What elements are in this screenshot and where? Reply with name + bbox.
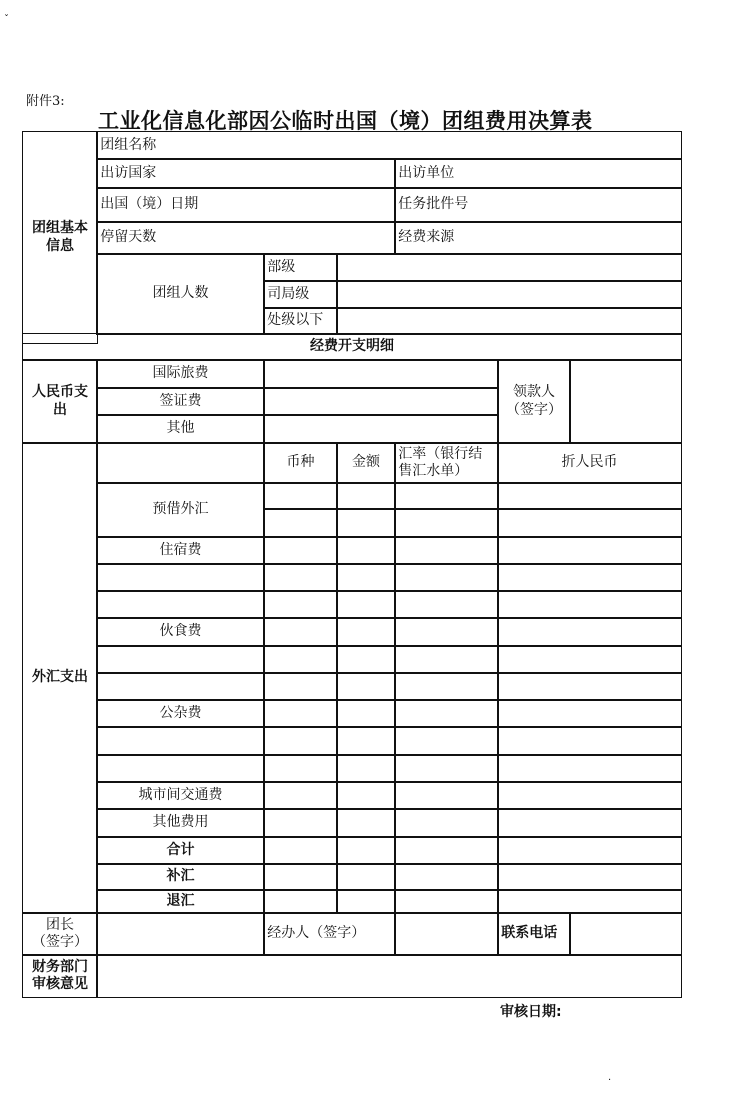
label-meals-text: 伙食费 (159, 623, 202, 640)
attachment-label: 附件3: (26, 94, 65, 109)
label-payee-text: 领款人 （签字） (506, 384, 562, 418)
label-date (96, 187, 396, 223)
label-intercity-text: 城市间交通费 (138, 786, 223, 803)
label-group-name (96, 131, 682, 160)
field-amount[interactable] (336, 754, 396, 783)
section-basic-info (22, 131, 98, 344)
field-currency[interactable] (263, 617, 338, 647)
label-leader (22, 912, 98, 956)
label-level-minister-text: 部级 (267, 258, 296, 275)
label-approval-no-text: 任务批件号 (398, 196, 469, 213)
field-amount[interactable] (336, 863, 396, 891)
section-fx (22, 442, 98, 914)
field-rmb-equiv[interactable] (497, 617, 682, 647)
detail-header (22, 333, 682, 361)
header-rmb-equiv (497, 442, 682, 484)
field-rate[interactable] (394, 781, 499, 810)
field-currency[interactable] (263, 482, 338, 510)
label-country-text: 出访国家 (100, 164, 157, 181)
field-rate[interactable] (394, 726, 499, 756)
label-lodging-text: 住宿费 (159, 541, 202, 558)
field-rate[interactable] (394, 889, 499, 914)
header-rate-text: 汇率（银行结 售汇水单） (398, 445, 483, 479)
field-rate[interactable] (394, 617, 499, 647)
label-handler (263, 912, 396, 956)
field-rmb-equiv[interactable] (497, 889, 682, 914)
label-meals (96, 617, 265, 647)
field-currency[interactable] (263, 781, 338, 810)
field-rmb-equiv[interactable] (497, 726, 682, 756)
label-misc-text: 公杂费 (159, 704, 202, 721)
label-country (96, 158, 396, 189)
label-rmb-other-text: 其他 (166, 420, 195, 437)
field-currency[interactable] (263, 836, 338, 865)
field-rate[interactable] (394, 590, 499, 619)
field-rate[interactable] (394, 645, 499, 674)
label-total (96, 836, 265, 865)
label-level-minister (263, 253, 338, 282)
header-rate (394, 442, 499, 484)
label-lodging (96, 536, 265, 565)
field-rmb-other[interactable] (263, 414, 499, 444)
field-rmb-equiv[interactable] (497, 563, 682, 592)
field-currency[interactable] (263, 672, 338, 701)
field-rate[interactable] (394, 754, 499, 783)
field-rmb-equiv[interactable] (497, 672, 682, 701)
label-refund (96, 889, 265, 914)
label-other_fees (96, 808, 265, 838)
label-handler-text: 经办人（签字） (267, 925, 366, 942)
header-currency (263, 442, 338, 484)
label-advance (96, 482, 265, 538)
field-level-minister[interactable] (336, 253, 682, 282)
field-rate[interactable] (394, 699, 499, 728)
label-unit-text: 出访单位 (398, 164, 455, 181)
header-amount (336, 442, 396, 484)
field-amount[interactable] (336, 645, 396, 674)
field-amount[interactable] (336, 672, 396, 701)
field-currency[interactable] (263, 699, 338, 728)
label-blank (96, 754, 265, 783)
label-blank (96, 563, 265, 592)
field-finance-review[interactable] (96, 954, 682, 998)
label-supplement-text: 补汇 (166, 868, 195, 885)
field-rate[interactable] (394, 836, 499, 865)
field-rmb-equiv[interactable] (497, 645, 682, 674)
field-level-division[interactable] (336, 307, 682, 335)
label-date-text: 出国（境）日期 (100, 196, 199, 213)
header-rmb-equiv-text: 折人民币 (561, 454, 618, 471)
field-rate[interactable] (394, 672, 499, 701)
field-intl-travel[interactable] (263, 359, 499, 389)
field-payee-signature[interactable] (569, 359, 682, 444)
label-approval-no (394, 187, 682, 223)
label-group-size-text: 团组人数 (152, 285, 209, 302)
field-amount[interactable] (336, 726, 396, 756)
field-rate[interactable] (394, 536, 499, 565)
field-rmb-equiv[interactable] (497, 836, 682, 865)
field-rate[interactable] (394, 863, 499, 891)
field-amount[interactable] (336, 508, 396, 538)
scan-mark: ˇ (4, 14, 9, 25)
label-other_fees-text: 其他费用 (152, 814, 209, 831)
section-basic-info-text: 团组基本 信息 (32, 220, 88, 254)
label-visa (96, 387, 265, 416)
label-intercity (96, 781, 265, 810)
field-amount[interactable] (336, 590, 396, 619)
label-phone (497, 912, 571, 956)
label-finance-review (22, 954, 98, 998)
field-amount[interactable] (336, 536, 396, 565)
field-rmb-equiv[interactable] (497, 508, 682, 538)
field-currency[interactable] (263, 889, 338, 914)
label-funding-source (394, 221, 682, 255)
label-level-bureau-text: 司局级 (267, 285, 310, 302)
field-rmb-equiv[interactable] (497, 590, 682, 619)
label-level-division (263, 307, 338, 335)
scan-mark: . (608, 1072, 612, 1083)
field-rate[interactable] (394, 563, 499, 592)
label-blank (96, 726, 265, 756)
section-fx-text: 外汇支出 (32, 669, 88, 686)
header-currency-text: 币种 (286, 454, 315, 471)
field-currency[interactable] (263, 808, 338, 838)
section-rmb (22, 359, 98, 444)
field-rate[interactable] (394, 508, 499, 538)
header-blank (96, 442, 265, 484)
label-blank (96, 645, 265, 674)
field-amount[interactable] (336, 482, 396, 510)
label-rmb-other (96, 414, 265, 444)
field-currency[interactable] (263, 508, 338, 538)
field-handler-signature[interactable] (394, 912, 499, 956)
section-rmb-text: 人民币支 出 (32, 384, 88, 418)
label-visa-text: 签证费 (159, 392, 202, 409)
label-stay-days-text: 停留天数 (100, 229, 157, 246)
field-amount[interactable] (336, 699, 396, 728)
field-level-bureau[interactable] (336, 280, 682, 309)
field-phone[interactable] (569, 912, 682, 956)
label-phone-text: 联系电话 (501, 925, 558, 942)
form-title: 工业化信息化部因公临时出国（境）团组费用决算表 (98, 109, 593, 133)
field-amount[interactable] (336, 808, 396, 838)
field-currency[interactable] (263, 645, 338, 674)
field-currency[interactable] (263, 536, 338, 565)
label-advance-text: 预借外汇 (152, 501, 209, 518)
label-level-bureau (263, 280, 338, 309)
field-currency[interactable] (263, 590, 338, 619)
label-supplement (96, 863, 265, 891)
field-visa[interactable] (263, 387, 499, 416)
label-blank (96, 672, 265, 701)
field-amount[interactable] (336, 617, 396, 647)
field-amount[interactable] (336, 889, 396, 914)
field-amount[interactable] (336, 563, 396, 592)
label-finance-review-text: 财务部门 审核意见 (32, 958, 88, 992)
review-date-label: 审核日期: (500, 1004, 562, 1020)
label-stay-days (96, 221, 396, 255)
field-amount[interactable] (336, 836, 396, 865)
label-unit (394, 158, 682, 189)
label-misc (96, 699, 265, 728)
label-funding-source-text: 经费来源 (398, 229, 455, 246)
label-group-size (96, 253, 265, 335)
field-rmb-equiv[interactable] (497, 754, 682, 783)
field-rmb-equiv[interactable] (497, 482, 682, 510)
detail-header-text: 经费开支明细 (310, 338, 394, 355)
field-rmb-equiv[interactable] (497, 781, 682, 810)
label-level-division-text: 处级以下 (267, 312, 324, 329)
field-rmb-equiv[interactable] (497, 536, 682, 565)
field-rmb-equiv[interactable] (497, 808, 682, 838)
label-intl-travel (96, 359, 265, 389)
field-currency[interactable] (263, 863, 338, 891)
field-rate[interactable] (394, 482, 499, 510)
label-group-name-text: 团组名称 (100, 136, 157, 153)
field-currency[interactable] (263, 563, 338, 592)
field-leader-signature[interactable] (96, 912, 265, 956)
label-intl-travel-text: 国际旅费 (152, 365, 209, 382)
label-payee (497, 359, 571, 444)
label-refund-text: 退汇 (166, 892, 195, 909)
label-leader-text: 团长 （签字） (32, 916, 88, 950)
label-blank (96, 590, 265, 619)
field-rmb-equiv[interactable] (497, 699, 682, 728)
field-rate[interactable] (394, 808, 499, 838)
header-amount-text: 金额 (352, 454, 380, 471)
field-currency[interactable] (263, 754, 338, 783)
field-amount[interactable] (336, 781, 396, 810)
label-total-text: 合计 (166, 841, 195, 858)
field-currency[interactable] (263, 726, 338, 756)
field-rmb-equiv[interactable] (497, 863, 682, 891)
